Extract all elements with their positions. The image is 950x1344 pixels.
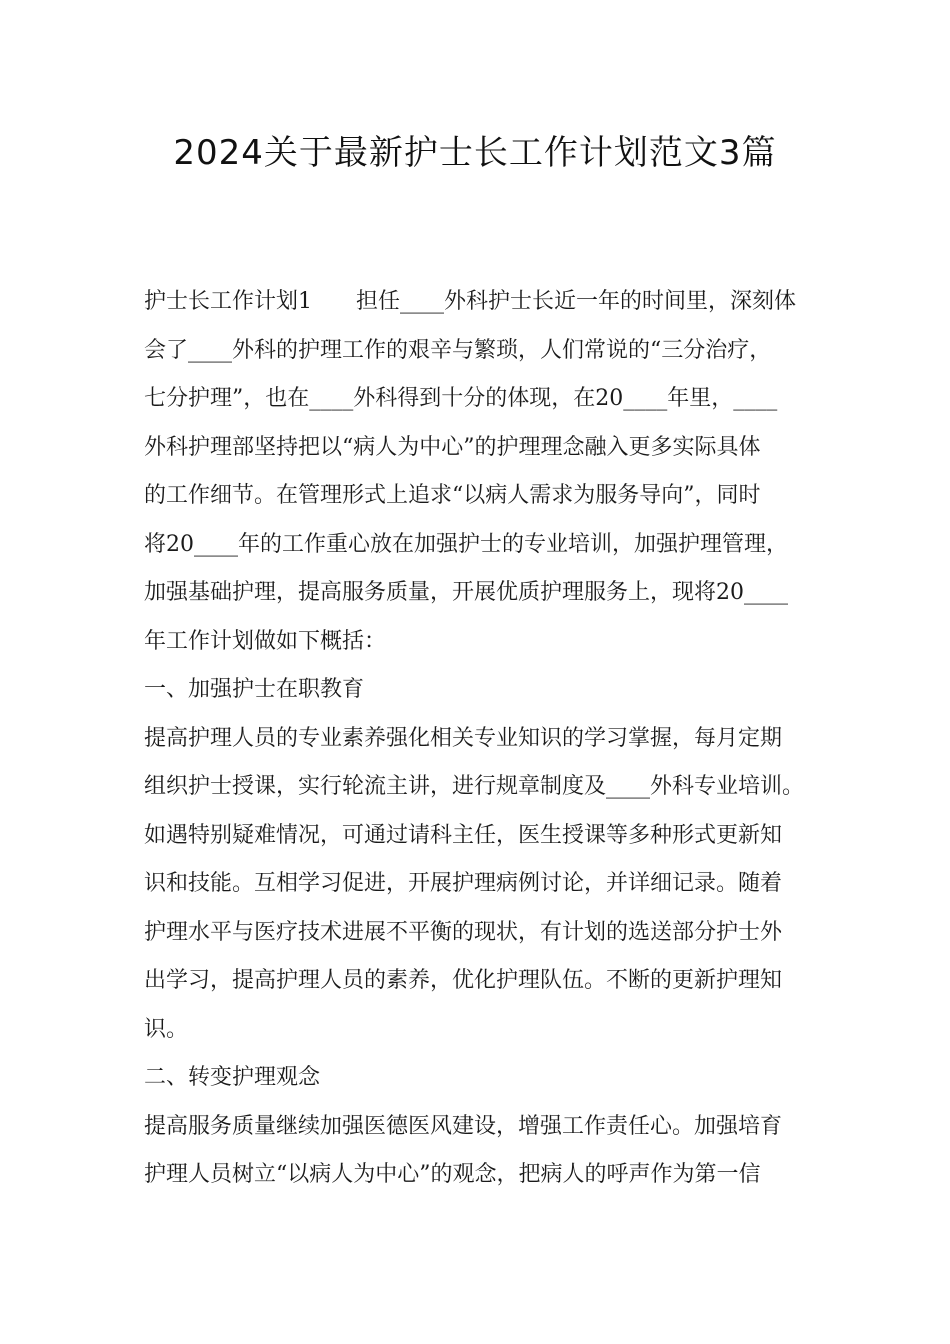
body-line: 护士长工作计划1 担任____外科护士长近一年的时间里，深刻体	[144, 289, 796, 314]
section-heading-2: 二、转变护理观念	[144, 1065, 321, 1090]
body-line: 识。	[144, 1016, 189, 1042]
body-line: 护理人员树立“以病人为中心”的观念，把病人的呼声作为第一信	[144, 1162, 761, 1187]
document-title: 2024关于最新护士长工作计划范文3篇	[173, 133, 777, 173]
body-line: 提高服务质量继续加强医德医风建设，增强工作责任心。加强培育	[144, 1113, 783, 1139]
body-line: 护理水平与医疗技术进展不平衡的现状，有计划的选送部分护士外	[144, 919, 783, 945]
body-line: 的工作细节。在管理形式上追求“以病人需求为服务导向”，同时	[144, 483, 761, 508]
body-line: 出学习，提高护理人员的素养，优化护理队伍。不断的更新护理知	[144, 968, 783, 993]
body-line: 会了____外科的护理工作的艰辛与繁琐，人们常说的“三分治疗，	[144, 337, 772, 363]
body-line: 加强基础护理，提高服务质量，开展优质护理服务上，现将20____	[144, 580, 788, 605]
body-line: 提高护理人员的专业素养强化相关专业知识的学习掌握，每月定期	[144, 725, 783, 751]
body-line: 年工作计划做如下概括：	[144, 628, 387, 654]
section-heading-1: 一、加强护士在职教育	[144, 677, 365, 702]
body-line: 将20____年的工作重心放在加强护士的专业培训，加强护理管理，	[144, 531, 788, 557]
body-line: 七分护理”，也在____外科得到十分的体现，在20____年里，____	[144, 386, 778, 411]
body-line: 组织护士授课，实行轮流主讲，进行规章制度及____外科专业培训。	[144, 774, 805, 799]
document-body	[144, 284, 824, 1206]
body-line: 如遇特别疑难情况，可通过请科主任，医生授课等多种形式更新知	[144, 822, 783, 848]
body-line: 外科护理部坚持把以“病人为中心”的护理理念融入更多实际具体	[144, 434, 761, 460]
body-line: 识和技能。互相学习促进，开展护理病例讨论，并详细记录。随着	[144, 871, 783, 896]
